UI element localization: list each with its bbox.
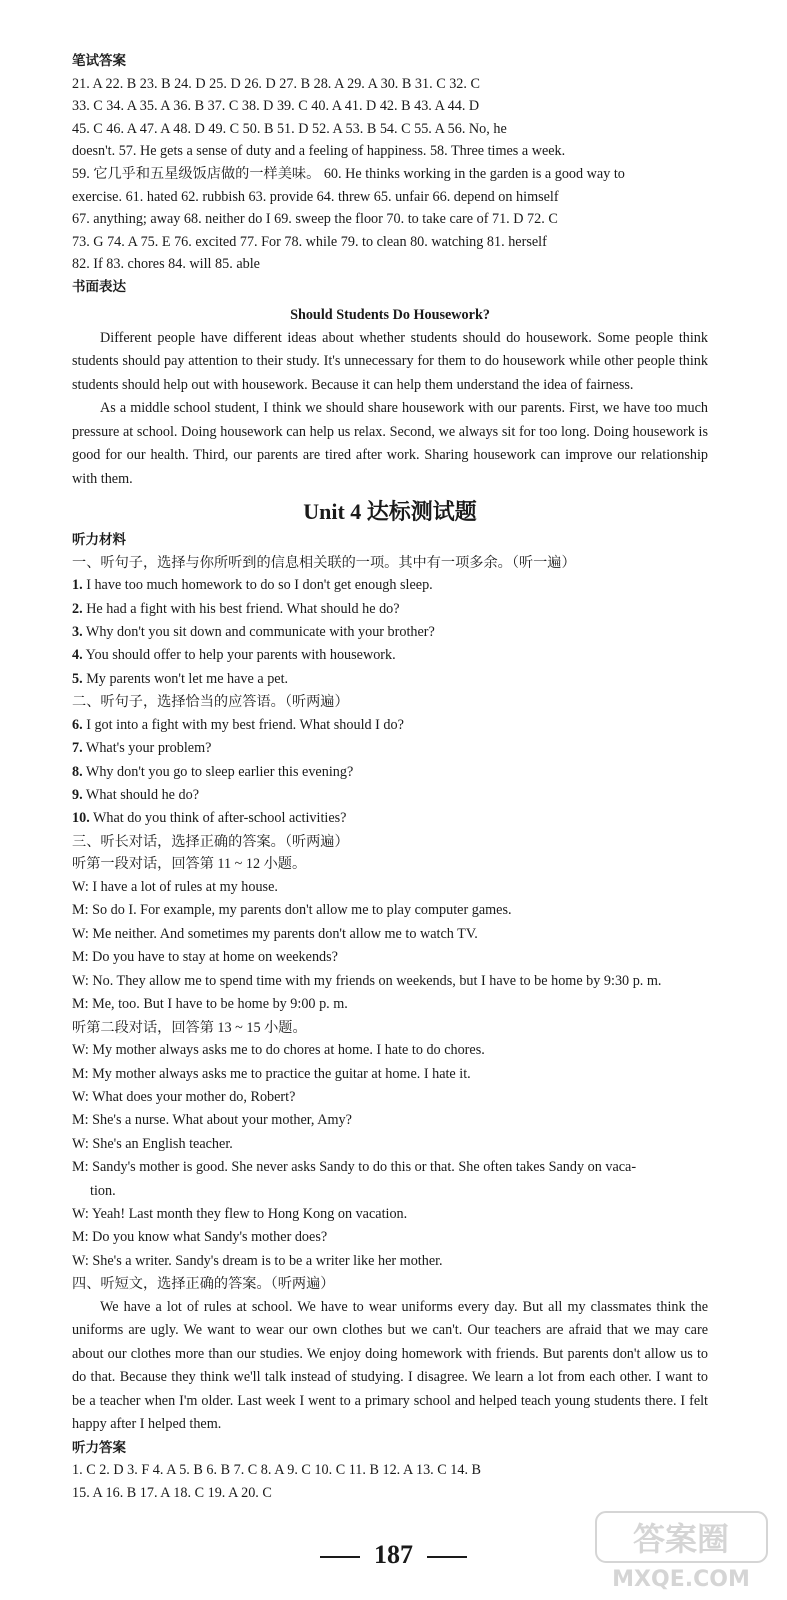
listening-answer-line: 1. C 2. D 3. F 4. A 5. B 6. B 7. C 8. A 9. C 10. C 11. B 12. A 13. C 14. B	[72, 1462, 482, 1479]
item-number: 7.	[72, 740, 83, 757]
item-text: I have too much homework to do so I don't get enough sleep.	[82, 577, 433, 594]
unit-title: Unit 4 达标测试题	[303, 499, 477, 525]
part1-item	[72, 621, 708, 644]
dialog1-intro: 听第一段对话，回答第 11 ~ 12 小题。	[72, 856, 307, 873]
dash-left	[320, 1556, 360, 1558]
answer-line: 59. 它几乎和五星级饭店做的一样美味。 60. He thinks working in the garden is a good way to	[72, 165, 625, 182]
answer-line: exercise. 61. hated 62. rubbish 63. provide 64. threw 65. unfair 66. depend on himself	[72, 188, 559, 205]
written-answers-block	[72, 73, 708, 276]
item-text: What's your problem?	[82, 740, 212, 757]
dialog-line: M: Do you know what Sandy's mother does?	[72, 1229, 328, 1246]
item-number: 5.	[72, 670, 83, 687]
item-number: 9.	[72, 787, 83, 804]
item-text: You should offer to help your parents with housework.	[82, 647, 396, 664]
dialog-line: W: No. They allow me to spend time with my friends on weekends, but I have to be home by 9:30 p. m.	[72, 972, 662, 989]
answer-line: 21. A 22. B 23. B 24. D 25. D 26. D 27. B 28. A 29. A 30. B 31. C 32. C	[72, 75, 480, 92]
dialog2-intro: 听第二段对话，回答第 13 ~ 15 小题。	[72, 1019, 307, 1036]
part3-title: 三、听长对话，选择正确的答案。（听两遍）	[72, 833, 349, 850]
item-text: My parents won't let me have a pet.	[82, 670, 289, 687]
watermark-line1: 答案圈	[632, 1520, 730, 1558]
part2-item	[72, 784, 708, 807]
item-number: 8.	[72, 763, 83, 780]
passage: We have a lot of rules at school. We have to wear uniforms every day. But all my classmates think the uniforms are ugly. We want to wear our own clothes but we can't. Our teachers are afraid that we may care about our clothes more than our studies. We enjoy doing homework with friends. But parents don't allow us to do that. Because they think we'll talk instead of studying. I disagree. We learn a lot from each other. I want to be a teacher when I'm older. Last week I went to a primary school and helped teach young students there. I felt happy after I helped them.	[72, 1298, 708, 1433]
item-number: 2.	[72, 600, 83, 617]
part2-item	[72, 807, 708, 830]
dialog-line: M: Do you have to stay at home on weekends?	[72, 949, 338, 966]
dialog-line: W: I have a lot of rules at my house.	[72, 879, 278, 896]
page-content	[72, 50, 708, 1505]
part1-title: 一、听句子，选择与你所听到的信息相关联的一项。其中有一项多余。（听一遍）	[72, 554, 576, 571]
item-text: I got into a fight with my best friend. What should I do?	[82, 716, 404, 733]
item-text: What do you think of after-school activities?	[89, 810, 347, 827]
watermark-logo	[594, 1510, 769, 1592]
watermark-line2: MXQE.COM	[612, 1567, 750, 1592]
written-answers-heading: 笔试答案	[72, 53, 126, 69]
part2-item	[72, 714, 708, 737]
essay-paragraph: Different people have different ideas about whether students should do housework. Some people think students should pay attention to their study. It's unnecessary for them to do housework while other people think students should help out with housework. Because it can help them understand the idea of fairness.	[72, 329, 708, 393]
dash-right	[427, 1556, 467, 1558]
answer-line: 82. If 83. chores 84. will 85. able	[72, 256, 260, 273]
dialog-line: W: She's an English teacher.	[72, 1135, 233, 1152]
essay-paragraph: As a middle school student, I think we should share housework with our parents. First, we have too much pressure at school. Doing housework can help us relax. Second, we always sit for too long. Doing housework is good for our health. Third, our parents are tired after work. Sharing housework can improve our relationship with them.	[72, 400, 708, 487]
item-text: Why don't you go to sleep earlier this evening?	[82, 763, 354, 780]
item-number: 6.	[72, 716, 83, 733]
part2-item	[72, 761, 708, 784]
dialog-line: M: Sandy's mother is good. She never asks Sandy to do this or that. She often takes Sandy on vaca-	[72, 1159, 637, 1176]
item-number: 1.	[72, 577, 83, 594]
dialog-line: tion.	[90, 1182, 116, 1199]
answer-line: 67. anything; away 68. neither do I 69. sweep the floor 70. to take care of 71. D 72. C	[72, 211, 558, 228]
page-number-text: 187	[374, 1540, 413, 1569]
listening-answers-heading: 听力答案	[72, 1439, 126, 1456]
item-text: He had a fight with his best friend. What should he do?	[82, 600, 400, 617]
part1-item	[72, 574, 708, 597]
dialog-line: M: My mother always asks me to practice the guitar at home. I hate it.	[72, 1065, 471, 1082]
item-text: What should he do?	[82, 787, 200, 804]
dialog-line: M: She's a nurse. What about your mother, Amy?	[72, 1112, 352, 1129]
part1-item	[72, 668, 708, 691]
dialog-line: M: So do I. For example, my parents don't allow me to play computer games.	[72, 902, 512, 919]
answer-line: doesn't. 57. He gets a sense of duty and a feeling of happiness. 58. Three times a week.	[72, 143, 566, 160]
listening-heading: 听力材料	[72, 532, 126, 549]
dialog-line: W: My mother always asks me to do chores at home. I hate to do chores.	[72, 1042, 485, 1059]
answer-line: 73. G 74. A 75. E 76. excited 77. For 78. while 79. to clean 80. watching 81. herself	[72, 233, 547, 250]
item-text: Why don't you sit down and communicate with your brother?	[82, 624, 435, 641]
dialog-line: W: What does your mother do, Robert?	[72, 1088, 296, 1105]
item-number: 10.	[72, 810, 90, 827]
part1-item	[72, 598, 708, 621]
dialog-line: W: Yeah! Last month they flew to Hong Kong on vacation.	[72, 1205, 408, 1222]
part2-title: 二、听句子，选择恰当的应答语。（听两遍）	[72, 694, 349, 711]
answer-line: 45. C 46. A 47. A 48. D 49. C 50. B 51. D 52. A 53. B 54. C 55. A 56. No, he	[72, 120, 507, 137]
dialog-line: W: Me neither. And sometimes my parents don't allow me to watch TV.	[72, 925, 478, 942]
answer-line: 33. C 34. A 35. A 36. B 37. C 38. D 39. C 40. A 41. D 42. B 43. A 44. D	[72, 98, 480, 115]
listening-answer-line: 15. A 16. B 17. A 18. C 19. A 20. C	[72, 1484, 272, 1501]
dialog-line: M: Me, too. But I have to be home by 9:00 p. m.	[72, 996, 348, 1013]
part4-title: 四、听短文，选择正确的答案。（听两遍）	[72, 1276, 335, 1293]
item-number: 4.	[72, 647, 83, 664]
dialog-line: W: She's a writer. Sandy's dream is to be a writer like her mother.	[72, 1252, 443, 1269]
writing-heading: 书面表达	[72, 278, 126, 295]
item-number: 3.	[72, 624, 83, 641]
essay-title: Should Students Do Housework?	[290, 306, 490, 323]
part1-item	[72, 644, 708, 667]
part2-item	[72, 737, 708, 760]
